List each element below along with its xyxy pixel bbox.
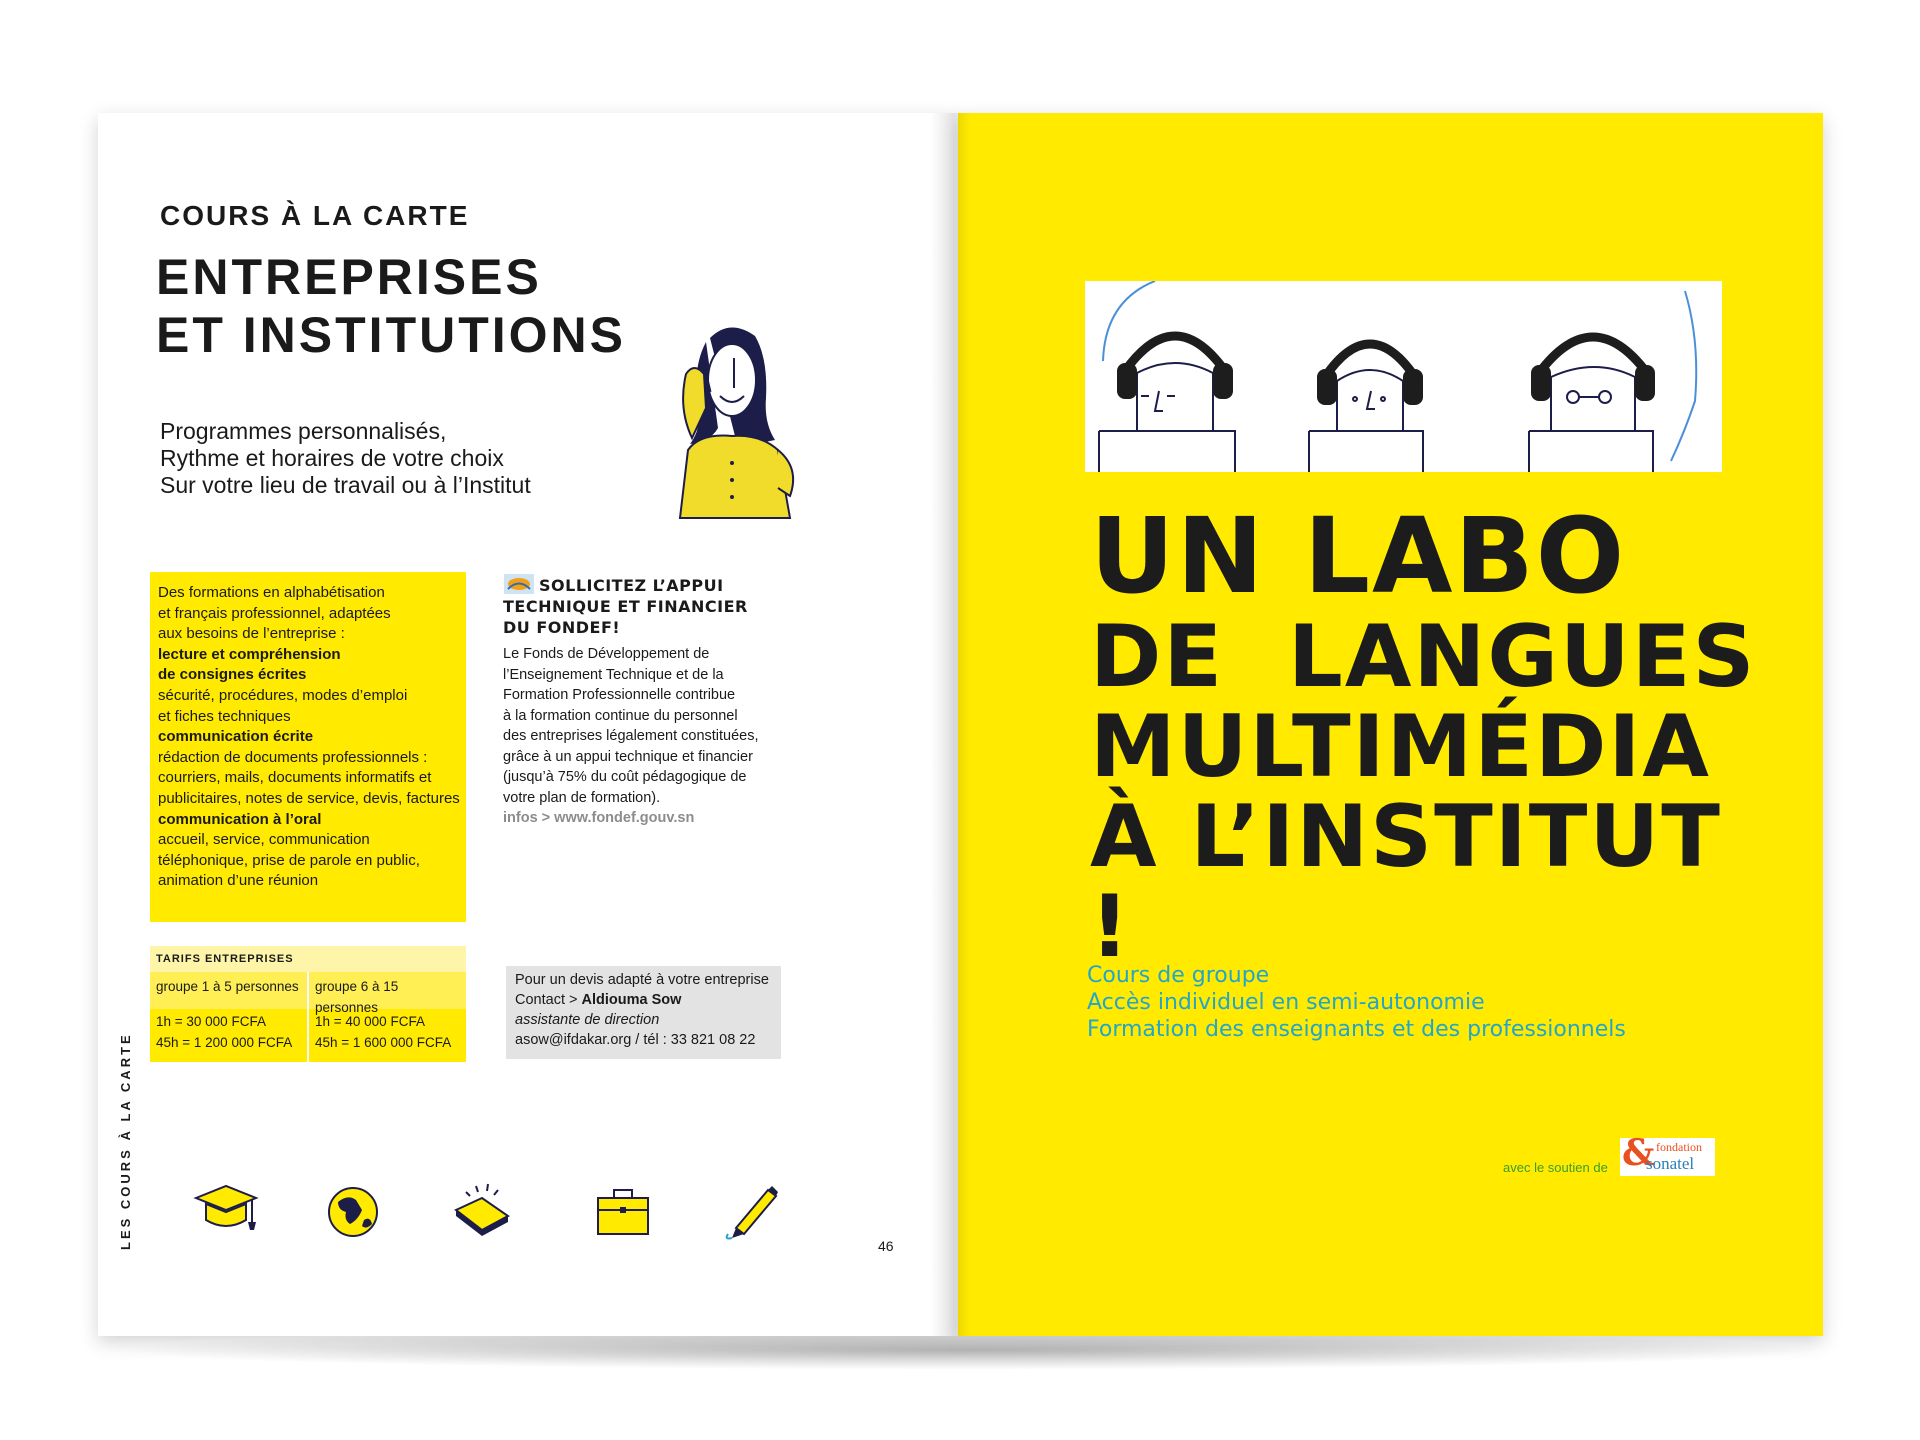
training-topic-line: communication écrite [158, 728, 314, 746]
training-topic-line: aux besoins de l’entreprise : [158, 625, 345, 643]
training-topic-line: publicitaires, notes de service, devis, factures [158, 789, 460, 807]
training-topic-line: et français professionnel, adaptées [158, 604, 391, 622]
tarifs-heading: TARIFS ENTREPRISES [150, 946, 466, 972]
logo-text-line-1: fondation [1656, 1140, 1702, 1154]
tarifs-price-hour: 1h = 40 000 FCFA [315, 1014, 425, 1029]
training-topic-line: accueil, service, communication [158, 831, 370, 849]
tarifs-table [150, 946, 466, 1062]
headline-line-2: ET INSTITUTIONS [156, 307, 626, 363]
fondef-body-line: des entreprises légalement constituées, [503, 728, 759, 744]
fondef-title [503, 575, 773, 638]
service-group-courses: Cours de groupe [1087, 963, 1270, 988]
contact-prefix: Contact > [515, 992, 582, 1008]
fondef-title-line-1: SOLLICITEZ L’APPUI [539, 576, 724, 595]
fondef-body-line: Formation Professionnelle contribue [503, 687, 736, 703]
page-headline [156, 248, 626, 364]
training-topic-line: courriers, mails, documents informatifs et [158, 769, 432, 787]
training-topic-line: de consignes écrites [158, 666, 307, 684]
training-topic-line: rédaction de documents professionnels : [158, 748, 428, 766]
training-topic-line: sécurité, procédures, modes d’emploi [158, 686, 408, 704]
fondef-body-line: l’Enseignement Technique et de la [503, 666, 724, 683]
lab-title-line-1: UN LABO [1090, 495, 1627, 617]
briefcase-icon [590, 1180, 660, 1240]
tarifs-group-label: groupe 6 à 15 personnes [309, 972, 466, 1009]
fondef-body-line: (jusqu’à 75% du coût pédagogique de [503, 769, 747, 785]
lab-title-line-2: DE LANGUES [1090, 607, 1757, 707]
pencil-icon [722, 1180, 792, 1240]
devis-contact [515, 990, 777, 1010]
fondef-body-line: Le Fonds de Développement de [503, 646, 710, 662]
fondef-body [503, 644, 783, 829]
lab-title-line-3: MULTIMÉDIA [1090, 697, 1711, 797]
tarifs-price-45h: 45h = 1 200 000 FCFA [156, 1035, 293, 1050]
devis-line: Pour un devis adapté à votre entreprise [515, 972, 769, 988]
subline-2: Rythme et horaires de votre choix [160, 445, 504, 471]
section-kicker: COURS À LA CARTE [160, 200, 470, 231]
fondef-body-line: votre plan de formation). [503, 789, 661, 806]
headline-line-1: ENTREPRISES [156, 249, 542, 305]
service-individual-access: Accès individuel en semi-autonomie [1087, 990, 1485, 1015]
fondef-body-line: à la formation continue du personnel [503, 707, 738, 724]
service-teacher-training: Formation des enseignants et des professionnels [1087, 1017, 1626, 1042]
page-number: 46 [878, 1238, 894, 1254]
contact-role-text: assistante de direction [515, 1012, 660, 1028]
logo-text-line-2: sonatel [1646, 1154, 1695, 1173]
tarifs-column-large-group [309, 972, 466, 1062]
globe-icon [318, 1180, 388, 1240]
tarifs-column-small-group [150, 972, 307, 1062]
training-topic-line: et fiches techniques [158, 707, 291, 725]
graduation-cap-icon [190, 1180, 260, 1240]
ampersand-logo-icon: & [1622, 1132, 1655, 1174]
sponsor-label: avec le soutien de [1503, 1160, 1608, 1175]
woman-on-phone-illustration [640, 318, 820, 528]
contact-email-phone[interactable]: asow@ifdakar.org / tél : 33 821 08 22 [515, 1032, 756, 1048]
training-topic-line: lecture et compréhension [158, 645, 341, 663]
fondef-body-line: grâce à un appui technique et financier [503, 748, 753, 765]
contact-name: Aldiouma Sow [581, 992, 682, 1008]
sublines [160, 418, 531, 499]
spine-gutter [930, 113, 970, 1336]
lab-title-line-4: À L’INSTITUT ! [1090, 787, 1722, 977]
tarifs-price-45h: 45h = 1 600 000 FCFA [315, 1035, 452, 1050]
fondation-sonatel-logo [1620, 1132, 1715, 1176]
fondef-title-line-3: DU FONDEF! [503, 618, 621, 637]
vertical-section-label: LES COURS À LA CARTE [118, 1032, 133, 1250]
lab-services [1087, 962, 1626, 1043]
training-topic-line: animation d’une réunion [158, 872, 319, 890]
contact-role [515, 1010, 777, 1030]
subline-1: Programmes personnalisés, [160, 418, 447, 444]
headphones-illustration [1085, 281, 1722, 472]
tarifs-group-label: groupe 1 à 5 personnes [150, 972, 307, 1009]
subline-3: Sur votre lieu de travail ou à l’Institut [160, 472, 531, 498]
training-topic-line: téléphonique, prise de parole en public, [158, 851, 420, 869]
training-topics-text [158, 583, 463, 892]
fondef-title-line-2: TECHNIQUE ET FINANCIER [503, 597, 748, 616]
tarifs-price-hour: 1h = 30 000 FCFA [156, 1014, 266, 1029]
spread-shadow [110, 1330, 1830, 1370]
training-topic-line: communication à l’oral [158, 810, 322, 828]
devis-text [515, 970, 777, 1050]
book-icon [446, 1180, 516, 1240]
training-topic-line: Des formations en alphabétisation [158, 584, 385, 601]
fondef-link[interactable]: infos > www.fondef.gouv.sn [503, 810, 695, 826]
